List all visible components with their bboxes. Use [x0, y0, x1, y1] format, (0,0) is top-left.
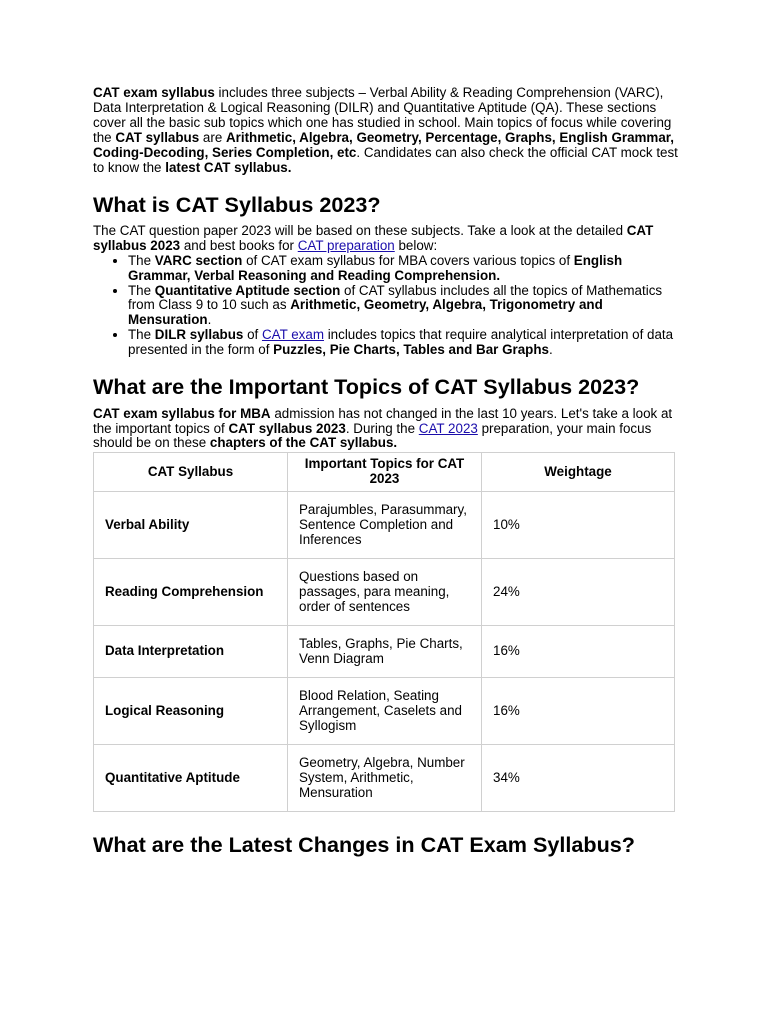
bold-text: CAT exam syllabus for MBA [93, 405, 271, 421]
syllabus-table [93, 452, 675, 812]
heading-what-is-cat-syllabus: What is CAT Syllabus 2023? [93, 192, 381, 218]
text-run: includes topics that require analytical interpretation of data presented in the form of [128, 327, 674, 358]
topics-cell: Blood Relation, Seating Arrangement, Caselets and Syllogism [288, 678, 482, 745]
syllabus-cell: Logical Reasoning [94, 678, 288, 745]
inline-link[interactable]: CAT exam [261, 327, 324, 343]
topics-cell: Parajumbles, Parasummary, Sentence Completion and Inferences [288, 492, 482, 559]
topics-cell: Tables, Graphs, Pie Charts, Venn Diagram [288, 626, 482, 678]
syllabus-intro-paragraph [93, 224, 678, 254]
weightage-cell: 16% [482, 678, 675, 745]
table-row [94, 745, 675, 812]
text-run: The [128, 282, 155, 298]
text-run: . During the [345, 420, 419, 436]
heading-important-topics: What are the Important Topics of CAT Syllabus 2023? [93, 374, 640, 400]
text-run: . Candidates can also check the official CAT mock test to know the [93, 144, 678, 175]
table-row [94, 626, 675, 678]
bold-text: Quantitative Aptitude section [154, 282, 341, 298]
inline-link[interactable]: CAT preparation [297, 237, 395, 253]
table-row [94, 559, 675, 626]
bold-text: DILR syllabus [154, 327, 244, 343]
header-weightage: Weightage [482, 453, 675, 492]
text-run: preparation, your main focus should be on these [93, 420, 652, 451]
bold-text: Arithmetic, Geometry, Algebra, Trigonometry and Mensuration [128, 297, 603, 328]
text-run: The [128, 327, 155, 343]
syllabus-cell: Quantitative Aptitude [94, 745, 288, 812]
header-important-topics: Important Topics for CAT 2023 [288, 453, 482, 492]
text-run: of CAT exam syllabus for MBA covers various topics of [242, 252, 574, 268]
topics-intro-paragraph [93, 407, 678, 452]
syllabus-cell: Data Interpretation [94, 626, 288, 678]
bold-text: CAT syllabus 2023 [228, 420, 346, 436]
bullet-varc [128, 254, 678, 284]
bold-text: CAT syllabus 2023 [93, 222, 654, 253]
topics-cell: Questions based on passages, para meaning, order of sentences [288, 559, 482, 626]
bold-text: Arithmetic, Algebra, Geometry, Percentage, Graphs, English Grammar, Coding-Decoding, Series Completion, etc [93, 129, 674, 160]
text-run: of CAT syllabus includes all the topics of Mathematics from Class 9 to 10 such as [128, 282, 663, 313]
heading-latest-changes: What are the Latest Changes in CAT Exam Syllabus? [93, 832, 635, 858]
text-run: and best books for [180, 237, 298, 253]
header-cat-syllabus: CAT Syllabus [94, 453, 288, 492]
weightage-cell: 10% [482, 492, 675, 559]
weightage-cell: 16% [482, 626, 675, 678]
text-run: includes three subjects – Verbal Ability & Reading Comprehension (VARC), Data Interpretation & Logical Reasoning (DILR) and Quantitative Aptitude (QA). These sections cover all the basic sub topics which one has studied in school. Main topics of focus while covering the [93, 85, 672, 145]
bold-text: CAT syllabus [115, 129, 200, 145]
text-run: The CAT question paper 2023 will be based on these subjects. Take a look at the detailed [93, 222, 627, 238]
weightage-cell: 34% [482, 745, 675, 812]
bullet-dilr [128, 328, 678, 358]
subject-bullet-list [93, 254, 678, 358]
bold-text: latest CAT syllabus. [165, 159, 292, 175]
table-header-row [94, 453, 675, 492]
bold-text: chapters of the CAT syllabus. [209, 435, 398, 451]
document-page [93, 86, 678, 859]
text-run: . [549, 342, 553, 358]
syllabus-cell: Verbal Ability [94, 492, 288, 559]
text-run: are [199, 129, 226, 145]
text-run: below: [394, 237, 438, 253]
text-run: admission has not changed in the last 10 years. Let's take a look at the important topics of [93, 405, 673, 436]
intro-paragraph [93, 86, 678, 175]
weightage-cell: 24% [482, 559, 675, 626]
syllabus-cell: Reading Comprehension [94, 559, 288, 626]
topics-cell: Geometry, Algebra, Number System, Arithmetic, Mensuration [288, 745, 482, 812]
bold-text: VARC section [154, 252, 243, 268]
bold-text: Puzzles, Pie Charts, Tables and Bar Graphs [273, 342, 549, 358]
text-run: of [243, 327, 262, 343]
table-row [94, 492, 675, 559]
text-run: . [207, 312, 212, 328]
bold-text: CAT exam syllabus [93, 85, 215, 100]
bold-text: English Grammar, Verbal Reasoning and Reading Comprehension. [128, 252, 623, 283]
bullet-quant [128, 284, 678, 329]
text-run: The [128, 252, 155, 268]
table-row [94, 678, 675, 745]
inline-link[interactable]: CAT 2023 [418, 420, 478, 436]
